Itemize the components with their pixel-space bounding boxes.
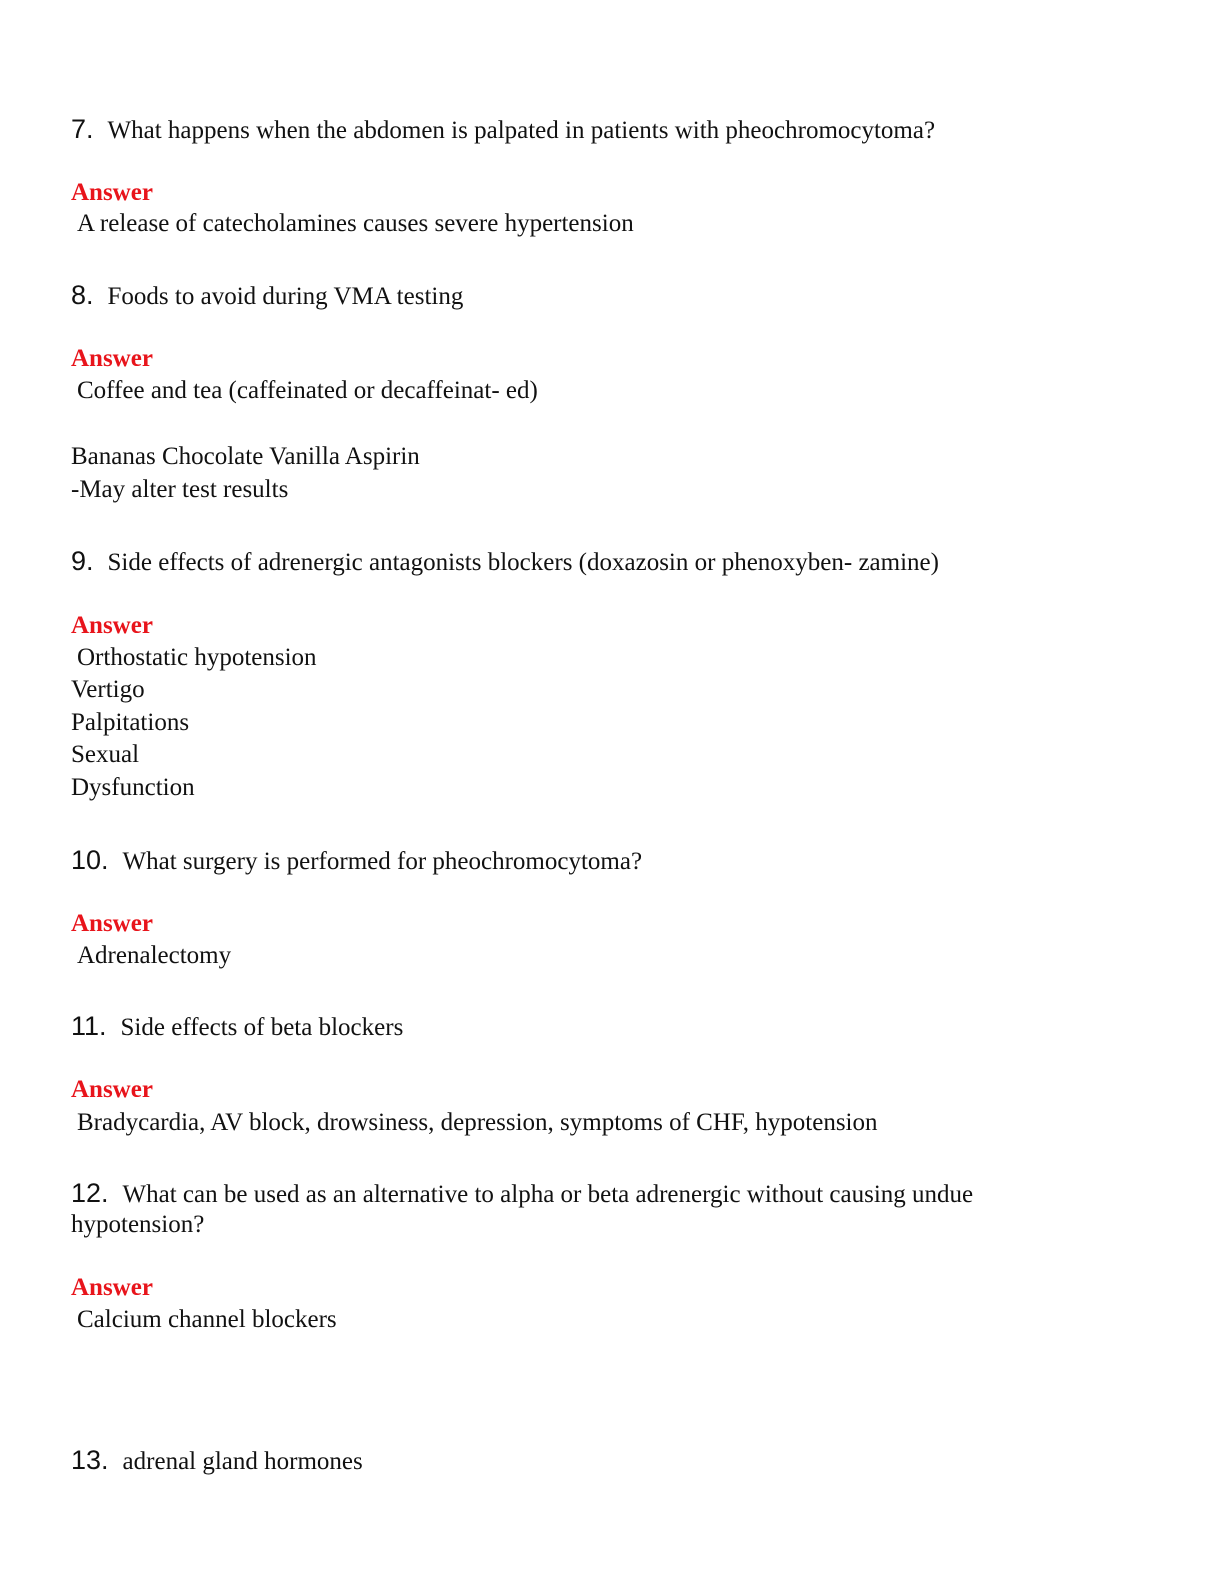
answer-line: A release of catecholamines causes severe hypertension [77, 210, 634, 237]
answer-line: Coffee and tea (caffeinated or decaffeinat- ed) [77, 377, 538, 404]
answer-label: Answer [71, 1274, 153, 1301]
answer-label: Answer [71, 1076, 153, 1103]
answer-line: Calcium channel blockers [77, 1306, 337, 1333]
question-text: What happens when the abdomen is palpated in patients with pheochromocytoma? [107, 117, 936, 144]
question-9 [71, 546, 939, 578]
question-10 [71, 845, 642, 877]
question-13 [71, 1445, 363, 1477]
answer-line: Vertigo [71, 676, 145, 703]
question-text: What surgery is performed for pheochromocytoma? [122, 848, 643, 875]
question-text: What can be used as an alternative to alpha or beta adrenergic without causing undue hypotension? [71, 1181, 974, 1238]
question-number: 13. [71, 1445, 109, 1475]
question-text: Side effects of adrenergic antagonists blockers (doxazosin or phenoxyben- zamine) [107, 549, 939, 576]
question-7 [71, 114, 935, 146]
answer-line: Bananas Chocolate Vanilla Aspirin [71, 443, 420, 470]
answer-line: Orthostatic hypotension [77, 644, 317, 671]
question-number: 11. [71, 1011, 107, 1041]
question-12 [71, 1178, 1081, 1240]
question-11 [71, 1011, 403, 1043]
answer-line: Bradycardia, AV block, drowsiness, depression, symptoms of CHF, hypotension [77, 1109, 878, 1136]
question-text: Foods to avoid during VMA testing [107, 283, 464, 310]
question-text: Side effects of beta blockers [120, 1014, 404, 1041]
answer-line: Dysfunction [71, 774, 195, 801]
answer-label: Answer [71, 612, 153, 639]
question-8 [71, 280, 463, 312]
answer-line: Palpitations [71, 709, 190, 736]
answer-label: Answer [71, 345, 153, 372]
answer-label: Answer [71, 179, 153, 206]
answer-line: -May alter test results [71, 476, 289, 503]
question-text: adrenal gland hormones [122, 1448, 363, 1475]
question-number: 8. [71, 280, 94, 310]
answer-line: Adrenalectomy [77, 942, 232, 969]
question-number: 10. [71, 845, 109, 875]
question-number: 12. [71, 1178, 109, 1208]
answer-line: Sexual [71, 741, 140, 768]
question-number: 7. [71, 114, 94, 144]
question-number: 9. [71, 546, 94, 576]
answer-label: Answer [71, 910, 153, 937]
